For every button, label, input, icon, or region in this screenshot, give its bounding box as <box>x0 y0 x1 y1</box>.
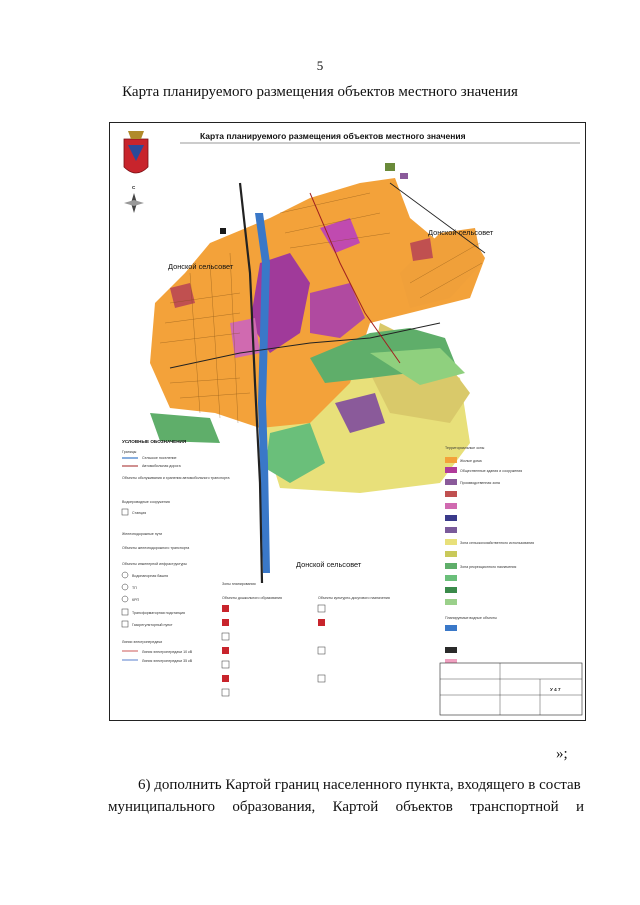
svg-text:Объекты обслуживания и хранени: Объекты обслуживания и хранения автомобильного транспорта <box>122 476 230 480</box>
svg-text:Станция: Станция <box>132 511 147 515</box>
svg-text:Сельское поселение: Сельское поселение <box>142 456 177 460</box>
coat-of-arms-icon <box>124 131 148 173</box>
svg-text:Объекты инженерной инфраструкт: Объекты инженерной инфраструктуры <box>122 562 187 566</box>
svg-text:Территориальные зоны: Территориальные зоны <box>445 446 485 450</box>
place-label-south: Донской сельсовет <box>296 560 362 569</box>
legend-left <box>122 439 230 663</box>
svg-text:Железнодорожные пути: Железнодорожные пути <box>122 532 163 536</box>
svg-text:КРП: КРП <box>132 598 140 602</box>
svg-text:ТП: ТП <box>132 586 137 590</box>
compass-rose-icon <box>124 185 144 213</box>
compass-letter: С <box>132 185 136 190</box>
svg-text:Границы: Границы <box>122 450 137 454</box>
svg-text:Зоны планирования: Зоны планирования <box>222 582 256 586</box>
svg-text:Зона рекреационного назначения: Зона рекреационного назначения <box>460 565 517 569</box>
legend-heading: УСЛОВНЫЕ ОБОЗНАЧЕНИЯ <box>122 439 187 444</box>
svg-text:Линия электропередачи 35 кВ: Линия электропередачи 35 кВ <box>142 659 193 663</box>
document-heading: Карта планируемого размещения объектов местного значения <box>122 84 518 100</box>
svg-text:Объекты железнодорожного транс: Объекты железнодорожного транспорта <box>122 546 190 550</box>
svg-text:Общественные здания и сооружен: Общественные здания и сооружения <box>460 469 523 473</box>
paragraph-1: 6) дополнить Картой границ населенного пункта, входящего в состав <box>138 777 581 793</box>
title-block-stamp <box>440 663 582 715</box>
paragraph-2: муниципального образования, Картой объектов транспортной и <box>108 799 584 815</box>
svg-text:Объекты культурно-досугового н: Объекты культурно-досугового назначения <box>318 596 390 600</box>
svg-text:Зона сельскохозяйственного исп: Зона сельскохозяйственного использования <box>460 541 535 545</box>
place-label-northeast: Донской сельсовет <box>428 228 494 237</box>
svg-text:Автомобильная дорога: Автомобильная дорога <box>142 464 181 468</box>
settlement-area <box>150 163 485 583</box>
svg-text:Планируемые водные объекты: Планируемые водные объекты <box>445 616 497 620</box>
svg-text:Жилые дома: Жилые дома <box>460 459 482 463</box>
place-label-west: Донской сельсовет <box>168 262 234 271</box>
stamp-sheet: У 4 7 <box>550 687 561 692</box>
svg-text:Линии электропередачи: Линии электропередачи <box>122 640 163 644</box>
svg-text:Газорегуляторный пункт: Газорегуляторный пункт <box>132 623 173 627</box>
page-number: 5 <box>316 58 324 73</box>
svg-text:Линия электропередачи 10 кВ: Линия электропередачи 10 кВ <box>142 650 193 654</box>
legend-middle <box>222 582 390 696</box>
legend-right <box>445 446 534 677</box>
svg-text:Производственная зона: Производственная зона <box>460 481 500 485</box>
svg-text:Объекты дошкольного образовани: Объекты дошкольного образования <box>222 596 282 600</box>
map-title: Карта планируемого размещения объектов местного значения <box>200 131 466 141</box>
svg-text:Трансформаторная подстанция: Трансформаторная подстанция <box>132 611 186 615</box>
closing-quote: »; <box>556 746 568 762</box>
svg-text:Водопроводные сооружения: Водопроводные сооружения <box>122 500 170 504</box>
svg-text:Водонапорная башня: Водонапорная башня <box>132 574 169 578</box>
planning-map <box>109 122 586 721</box>
